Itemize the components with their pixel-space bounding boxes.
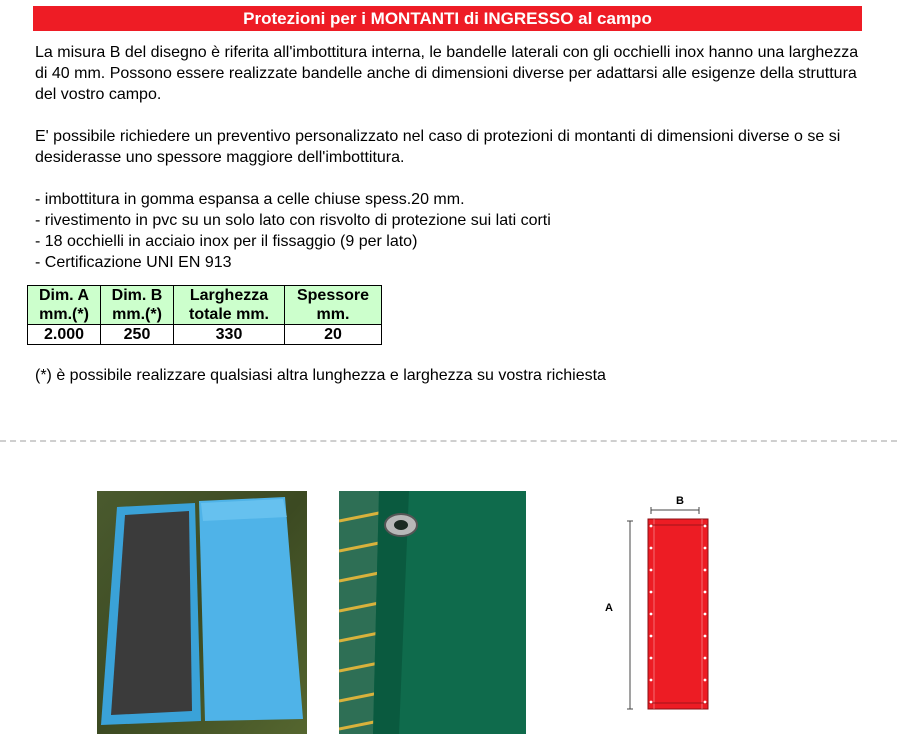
header-total-width: Larghezza totale mm. [174,286,285,325]
cell-total-width: 330 [174,325,285,345]
cell-dim-b: 250 [101,325,174,345]
custom-size-note: (*) è possibile realizzare qualsiasi altra lunghezza e larghezza su vostra richiesta [35,367,606,384]
description-paragraph: La misura B del disegno è riferita all'imbottitura interna, le bandelle laterali con gli occhielli inox hanno una larghezza di 40 mm. Possono essere realizzate bandelle anche di dimensioni diverse per adattarsi alle esigenze della struttura del vostro campo. [35,44,859,103]
feature-item: - Certificazione UNI EN 913 [35,254,232,271]
cell-dim-a: 2.000 [28,325,101,345]
section-divider [0,440,897,442]
header-thickness: Spessore mm. [285,286,382,325]
page-title: Protezioni per i MONTANTI di INGRESSO al campo [33,6,862,31]
table-row [28,325,382,345]
feature-item: - imbottitura in gomma espansa a celle chiuse spess.20 mm. [35,191,465,208]
dimension-b-label: B [676,495,684,507]
pads-on-grass-photo [97,491,307,734]
quote-paragraph: E' possibile richiedere un preventivo personalizzato nel caso di protezioni di montanti di dimensioni diverse o se si desiderasse uno spessore maggiore dell'imbottitura. [35,128,841,166]
feature-list [35,189,551,273]
pad-on-post-photo [339,491,526,734]
dimension-diagram [595,493,725,715]
dimension-a-label: A [605,602,613,614]
feature-item: - rivestimento in pvc su un solo lato con risvolto di protezione sui lati corti [35,212,551,229]
header-dim-b: Dim. B mm.(*) [101,286,174,325]
table-header-row [28,286,382,325]
spec-table [27,285,382,345]
header-dim-a: Dim. A mm.(*) [28,286,101,325]
cell-thickness: 20 [285,325,382,345]
feature-item: - 18 occhielli in acciaio inox per il fissaggio (9 per lato) [35,233,418,250]
